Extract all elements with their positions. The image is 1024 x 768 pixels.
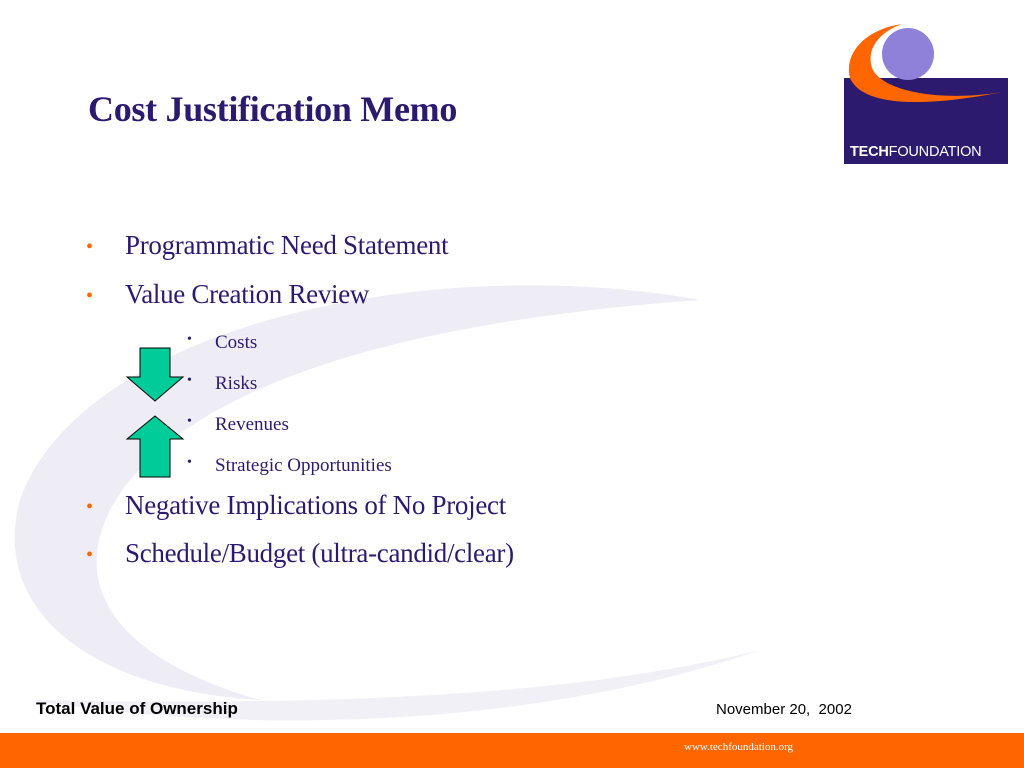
sub-bullet-text: Revenues (215, 414, 289, 435)
sub-bullet-text: Risks (215, 373, 258, 394)
sub-bullet-dot: • (187, 332, 192, 347)
sub-bullet-text: Strategic Opportunities (215, 455, 392, 476)
bullet-text: Value Creation Review (125, 279, 370, 309)
arrow-up-icon (125, 415, 185, 479)
footer-url-link[interactable]: www.techfoundation.org (684, 741, 794, 753)
bullet-dot: • (86, 544, 93, 566)
footer-date: November 20, 2002 (716, 701, 852, 718)
slide-title: Cost Justification Memo (88, 89, 458, 129)
bullet-dot: • (86, 496, 93, 518)
logo-wordmark (850, 144, 1006, 160)
logo-text-bold: TECH (850, 144, 889, 160)
bullet-text: Schedule/Budget (ultra-candid/clear) (125, 538, 514, 568)
bottom-bar (0, 733, 1024, 768)
sub-bullet-dot: • (187, 455, 192, 470)
arrow-down-icon (125, 347, 185, 403)
footer-title: Total Value of Ownership (36, 699, 238, 718)
bullet-dot: • (86, 285, 93, 307)
sub-bullet-text: Costs (215, 332, 258, 353)
sub-bullet-dot: • (187, 414, 192, 429)
bullet-text: Programmatic Need Statement (125, 230, 449, 260)
techfoundation-logo (842, 22, 1008, 166)
bullet-dot: • (86, 236, 93, 258)
bullet-text: Negative Implications of No Project (125, 490, 506, 520)
sub-bullet-dot: • (187, 373, 192, 388)
logo-text-regular: FOUNDATION (888, 144, 982, 160)
